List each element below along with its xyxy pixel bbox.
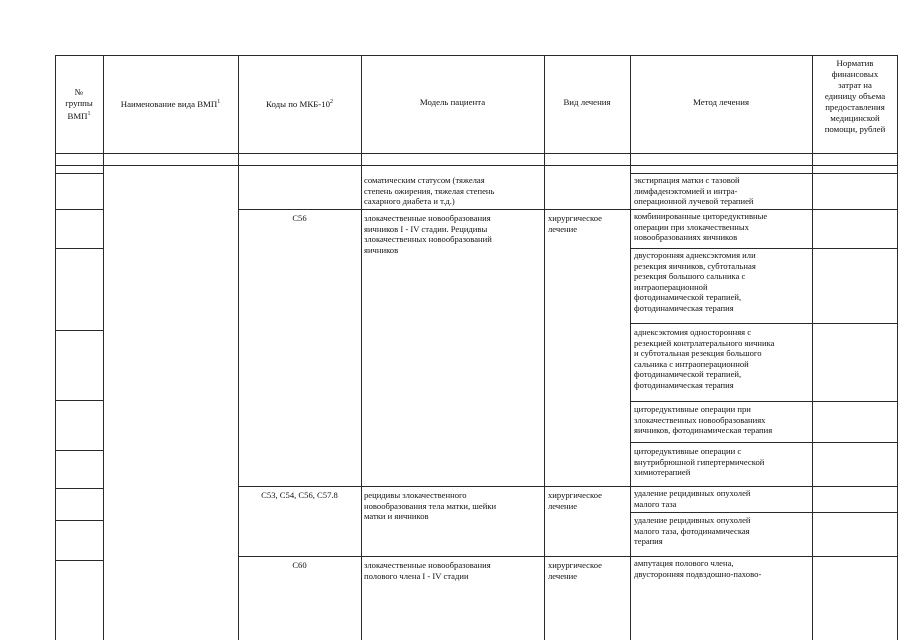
row-border <box>630 173 898 174</box>
row-border <box>630 512 898 513</box>
patient-model-cell: злокачественные новообразования яичников I - IV стадии. Рецидивы злокачественных новообразований яичников <box>364 213 492 255</box>
treatment-method-cell: аднексэктомия односторонняя с резекцией контрлатерального яичника и субтотальная резекция большого сальника с интраоперационной фотодинамической терапией, фотодинамическая терапия <box>634 327 775 390</box>
row-border <box>630 442 898 443</box>
row-border <box>55 330 103 331</box>
icd-code-cell: C60 <box>292 560 307 570</box>
column-divider <box>361 55 362 640</box>
treatment-method-cell: циторедуктивные операции при злокачественных новообразованиях яичников, фотодинамическая терапия <box>634 404 773 436</box>
column-divider <box>630 55 631 640</box>
treatment-type-cell: хирургическое лечение <box>548 213 602 234</box>
treatment-method-cell: удаление рецидивных опухолей малого таза <box>634 488 751 509</box>
row-border <box>55 248 103 249</box>
treatment-type-cell: хирургическое лечение <box>548 490 602 511</box>
row-border <box>630 401 898 402</box>
header-vmp-name: Наименование вида ВМП$^1$ <box>120 98 221 109</box>
row-border <box>238 556 898 557</box>
column-divider <box>544 55 545 640</box>
header-cost-standard: Норматив финансовых затрат на единицу объема предоставления медицинской помощи, рублей <box>824 58 886 134</box>
header-treatment-method: Метод лечения <box>692 97 750 107</box>
column-divider <box>238 55 239 640</box>
treatment-method-cell: циторедуктивные операции с внутрибрюшной гипертермической химиотерапией <box>634 446 765 478</box>
row-border <box>55 520 103 521</box>
icd-code-cell: C53, C54, C56, C57.8 <box>261 490 338 500</box>
table-left-border <box>55 55 56 640</box>
column-divider <box>103 55 104 640</box>
row-border <box>55 209 103 210</box>
patient-model-cell: соматическим статусом (тяжелая степень ожирения, тяжелая степень сахарного диабета и т.д.) <box>364 175 495 207</box>
column-divider <box>812 55 813 640</box>
table-top-border <box>55 55 898 56</box>
treatment-method-cell: двусторонняя аднексэктомия или резекция яичников, субтотальная резекция большого сальника с интраоперационной фотодинамической терапией, фотодинамическая терапия <box>634 250 756 313</box>
row-border <box>630 323 898 324</box>
row-border <box>55 450 103 451</box>
treatment-method-cell: экстирпация матки с тазовой лимфаденэктомией и интра- операционной лучевой терапией <box>634 175 754 207</box>
row-border <box>238 209 898 210</box>
row-border <box>55 173 103 174</box>
header-treatment-type: Вид лечения <box>563 97 611 107</box>
header-bottom-border <box>55 153 898 154</box>
row-border <box>630 248 898 249</box>
header-patient-model: Модель пациента <box>419 97 486 107</box>
row-border <box>55 488 103 489</box>
spacer-row-border <box>55 165 898 166</box>
header-group-no: № группы ВМП$^1$ <box>65 87 93 121</box>
icd-code-cell: C56 <box>292 213 307 223</box>
row-border <box>55 560 103 561</box>
row-border <box>238 486 898 487</box>
treatment-method-cell: удаление рецидивных опухолей малого таза, фотодинамическая терапия <box>634 515 751 547</box>
treatment-type-cell: хирургическое лечение <box>548 560 602 581</box>
header-icd-codes: Коды по МКБ-$10^2$ <box>266 98 333 109</box>
treatment-method-cell: ампутация полового члена, двусторонняя подвздошно-пахово- <box>634 558 762 579</box>
table-right-border <box>897 55 898 640</box>
patient-model-cell: рецидивы злокачественного новообразования тела матки, шейки матки и яичников <box>364 490 497 522</box>
row-border <box>55 400 103 401</box>
treatment-method-cell: комбинированные циторедуктивные операции при злокачественных новообразованиях яичников <box>634 211 768 243</box>
patient-model-cell: злокачественные новообразования полового члена I - IV стадии <box>364 560 491 581</box>
